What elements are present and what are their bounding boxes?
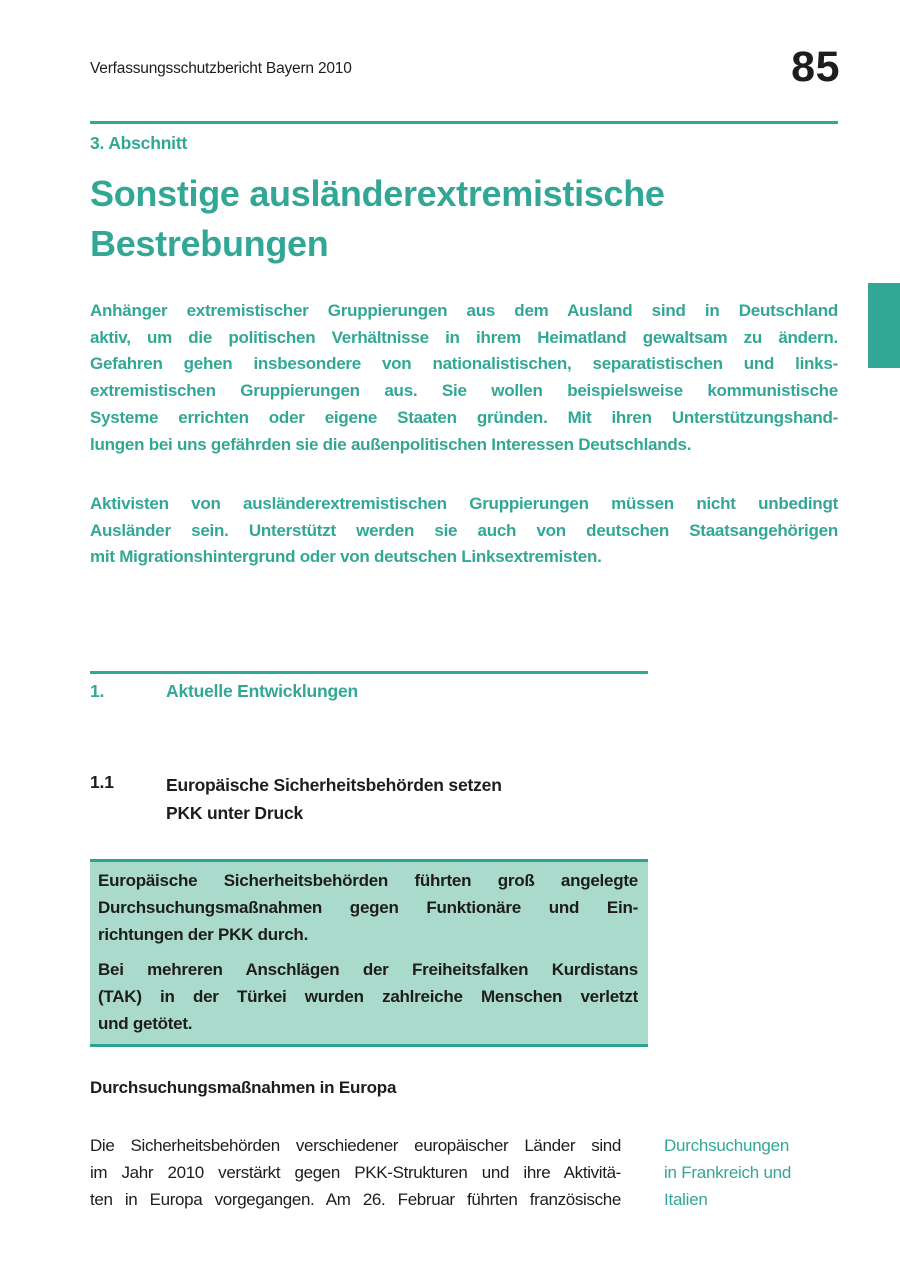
highlight-box-paragraph-2-line: (TAK) in der Türkei wurden zahlreiche Menschen verletzt [98,987,638,1006]
highlight-box-paragraph-1 [98,867,638,948]
intro-paragraph-1-line: lungen bei uns gefährden sie die außenpolitischen Interessen Deutschlands. [90,434,692,454]
intro-paragraph-1-line: Systeme errichten oder eigene Staaten gründen. Mit ihren Unterstützungshand- [90,407,838,427]
intro-paragraph-1-line: Anhänger extremistischer Gruppierungen aus dem Ausland sind in Deutschland [90,301,838,320]
section-1-1-number: 1.1 [90,772,114,792]
page-title [90,169,665,269]
highlight-box-paragraph-1-line: Durchsuchungsmaßnahmen gegen Funktionäre und Ein- [98,898,638,917]
body-paragraph-line: Die Sicherheitsbehörden verschiedener europäischer Länder sind [90,1136,621,1155]
section-kicker: 3. Abschnitt [90,133,188,153]
header-rule [90,121,838,124]
body-paragraph [90,1132,621,1213]
intro-paragraph-1-line: Gefahren gehen insbesondere von nationalistischen, separatistischen und links- [90,354,838,374]
intro-paragraph-2 [90,491,838,571]
section-1-heading [90,681,650,702]
section-1-title: Aktuelle Entwicklungen [166,681,359,701]
page-title-line: Sonstige ausländerextremistische [90,173,665,214]
margin-note [664,1132,842,1213]
subheading: Durchsuchungsmaßnahmen in Europa [90,1078,397,1097]
intro-paragraph-1-line: extremistischen Gruppierungen aus. Sie wollen beispielsweise kommunistische [90,381,838,401]
body-paragraph-line: im Jahr 2010 verstärkt gegen PKK-Strukturen und ihre Aktivitä- [90,1163,621,1182]
page-title-line: Bestrebungen [90,223,329,264]
highlight-box [90,859,648,1047]
intro-paragraph-2-line: mit Migrationshintergrund oder von deutschen Linksextremisten. [90,547,602,567]
page-number: 85 [791,43,840,91]
margin-note-line: in Frankreich und [664,1163,792,1182]
section-1-1-title-line: PKK unter Druck [166,802,304,823]
section-marker-tab [868,283,900,368]
section-1-1-heading [90,772,650,827]
highlight-box-paragraph-1-line: Europäische Sicherheitsbehörden führten groß angelegte [98,871,638,890]
margin-note-line: Durchsuchungen [664,1136,790,1155]
intro-paragraph-2-line: Ausländer sein. Unterstützt werden sie auch von deutschen Staatsangehörigen [90,520,838,540]
section-1-number: 1. [90,681,105,701]
body-paragraph-line: ten in Europa vorgegangen. Am 26. Februar führten französische [90,1190,621,1209]
highlight-box-paragraph-2 [98,956,638,1037]
running-title: Verfassungsschutzbericht Bayern 2010 [90,60,352,77]
intro-paragraph-1-line: aktiv, um die politischen Verhältnisse in ihrem Heimatland gewaltsam zu ändern. [90,327,838,347]
highlight-box-paragraph-1-line: richtungen der PKK durch. [98,925,309,944]
section-1-1-title [166,772,502,827]
highlight-box-paragraph-2-line: Bei mehreren Anschlägen der Freiheitsfalken Kurdistans [98,960,638,979]
section-1-rule [90,671,648,674]
section-1-1-title-line: Europäische Sicherheitsbehörden setzen [166,775,502,795]
intro-paragraph-2-line: Aktivisten von ausländerextremistischen Gruppierungen müssen nicht unbedingt [90,494,838,513]
margin-note-line: Italien [664,1190,708,1209]
intro-paragraph-1 [90,298,838,458]
highlight-box-paragraph-2-line: und getötet. [98,1014,193,1033]
